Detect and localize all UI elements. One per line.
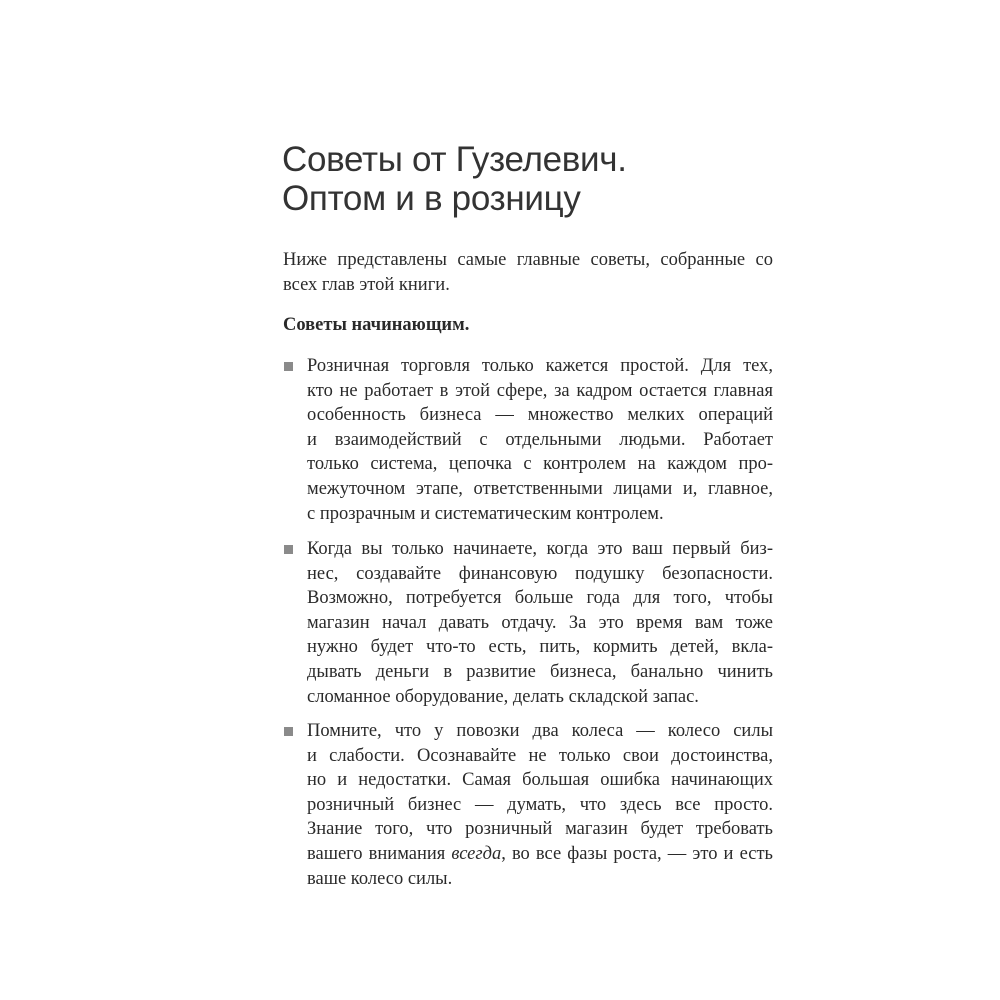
text-run: вашего внимания — [307, 843, 452, 864]
text-line: с прозрачным и систематическим контролем. — [307, 503, 664, 524]
subheading: Советы начинающим. — [283, 315, 470, 335]
text-line: Помните, что у повозки два колеса — колесо силы — [307, 721, 773, 741]
text-line: нужно будет что-то есть, пить, кормить детей, вкла- — [307, 637, 773, 658]
text-run: , во все фазы роста, — это и есть — [501, 843, 773, 864]
text-line: межуточном этапе, ответственными лицами и, главное, — [307, 478, 773, 499]
bullet-item — [283, 719, 773, 891]
square-bullet-icon — [284, 362, 293, 371]
text-line: только система, цепочка с контролем на каждом про- — [307, 454, 773, 475]
text-line: дывать деньги в развитие бизнеса, банально чинить — [307, 661, 773, 682]
square-bullet-icon — [284, 545, 293, 554]
text-line: но и недостатки. Самая большая ошибка начинающих — [307, 770, 773, 791]
intro-paragraph — [283, 248, 773, 297]
text-line: всех глав этой книги. — [283, 274, 450, 295]
text-line: и взаимодействий с отдельными людьми. Работает — [307, 429, 773, 450]
chapter-title — [282, 140, 627, 218]
text-line: Розничная торговля только кажется простой. Для тех, — [307, 356, 773, 376]
text-line: магазин начал давать отдачу. За это время вам тоже — [307, 612, 773, 633]
text-line: особенность бизнеса — множество мелких операций — [307, 405, 773, 426]
square-bullet-icon — [284, 727, 293, 736]
text-line: нес, создавайте финансовую подушку безопасности. — [307, 563, 773, 584]
bullet-item — [283, 537, 773, 709]
text-line: розничный бизнес — думать, что здесь все просто. — [307, 794, 773, 815]
emphasis: всегда — [451, 843, 502, 864]
text-line: Возможно, потребуется больше года для того, чтобы — [307, 588, 773, 609]
text-line: и слабости. Осознавайте не только свои достоинства, — [307, 745, 773, 766]
text-line: Ниже представлены самые главные советы, собранные со — [283, 250, 773, 270]
text-line: Знание того, что розничный магазин будет требовать — [307, 819, 773, 840]
text-line: Когда вы только начинаете, когда это ваш первый биз- — [307, 539, 773, 559]
text-line — [307, 842, 773, 867]
title-line: Советы от Гузелевич. — [282, 140, 627, 179]
bullet-item — [283, 354, 773, 526]
text-line: кто не работает в этой сфере, за кадром остается главная — [307, 380, 773, 401]
title-line: Оптом и в розницу — [282, 179, 581, 218]
text-line: сломанное оборудование, делать складской запас. — [307, 686, 699, 707]
text-line: ваше колесо силы. — [307, 868, 453, 889]
